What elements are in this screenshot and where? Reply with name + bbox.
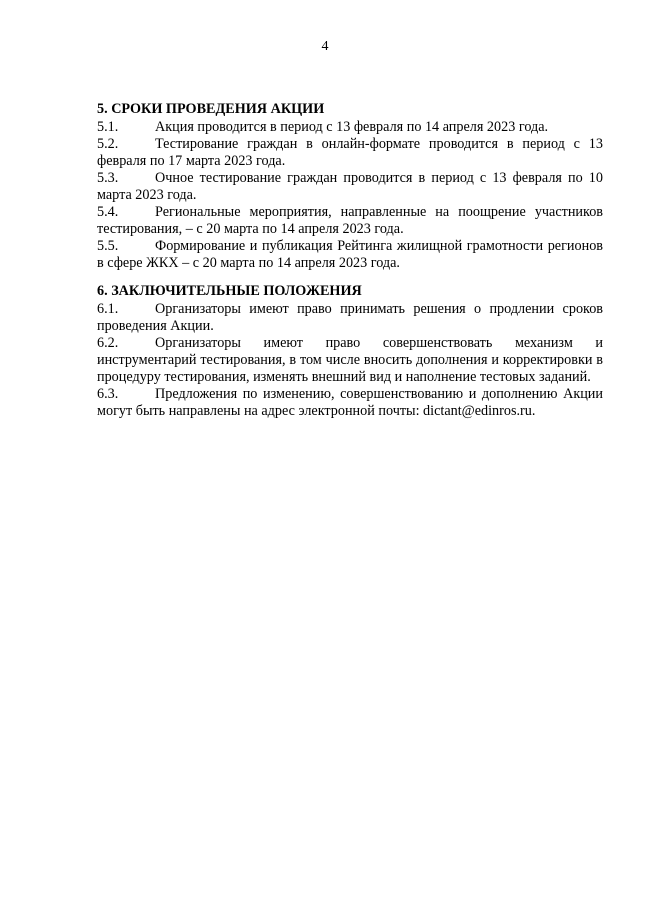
clause-text: Организаторы имеют право принимать решения о продлении сроков проведения Акции. xyxy=(97,301,603,334)
clause-5-5 xyxy=(97,238,603,272)
clause-number: 6.1. xyxy=(97,301,119,317)
clause-number: 5.5. xyxy=(97,238,119,254)
clause-number: 6.3. xyxy=(97,386,119,402)
clause-text: Формирование и публикация Рейтинга жилищной грамотности регионов в сфере ЖКХ – с 20 марта по 14 апреля 2023 года. xyxy=(97,238,603,271)
clause-number: 5.1. xyxy=(97,119,119,135)
clause-5-1 xyxy=(97,119,603,136)
clause-text: Тестирование граждан в онлайн-формате проводится в период с 13 февраля по 17 марта 2023 года. xyxy=(97,136,603,169)
section-5 xyxy=(97,101,603,272)
clause-number: 5.3. xyxy=(97,170,119,186)
section-heading: 6. ЗАКЛЮЧИТЕЛЬНЫЕ ПОЛОЖЕНИЯ xyxy=(97,283,362,299)
clause-text: Региональные мероприятия, направленные на поощрение участников тестирования, – с 20 марта по 14 апреля 2023 года. xyxy=(97,204,603,237)
clause-number: 5.2. xyxy=(97,136,119,152)
clause-number: 5.4. xyxy=(97,204,119,220)
clause-5-4 xyxy=(97,204,603,238)
section-heading: 5. СРОКИ ПРОВЕДЕНИЯ АКЦИИ xyxy=(97,101,325,117)
clause-number: 6.2. xyxy=(97,335,119,351)
clause-text: Предложения по изменению, совершенствованию и дополнению Акции могут быть направлены на адрес электронной почты: dictant@edinros.ru. xyxy=(97,386,603,419)
clause-text: Акция проводится в период с 13 февраля по 14 апреля 2023 года. xyxy=(155,119,549,135)
clause-6-3 xyxy=(97,386,603,420)
clause-text: Очное тестирование граждан проводится в период с 13 февраля по 10 марта 2023 года. xyxy=(97,170,603,203)
clause-5-2 xyxy=(97,136,603,170)
clause-text: Организаторы имеют право совершенствовать механизм и инструментарий тестирования, в том числе вносить дополнения и корректировки в процедуру тестирования, изменять внешний вид и наполнение тестовых заданий. xyxy=(97,335,603,385)
clause-5-3 xyxy=(97,170,603,204)
clause-6-1 xyxy=(97,301,603,335)
page-number: 4 xyxy=(321,39,329,54)
section-6 xyxy=(97,283,603,420)
clause-6-2 xyxy=(97,335,603,386)
